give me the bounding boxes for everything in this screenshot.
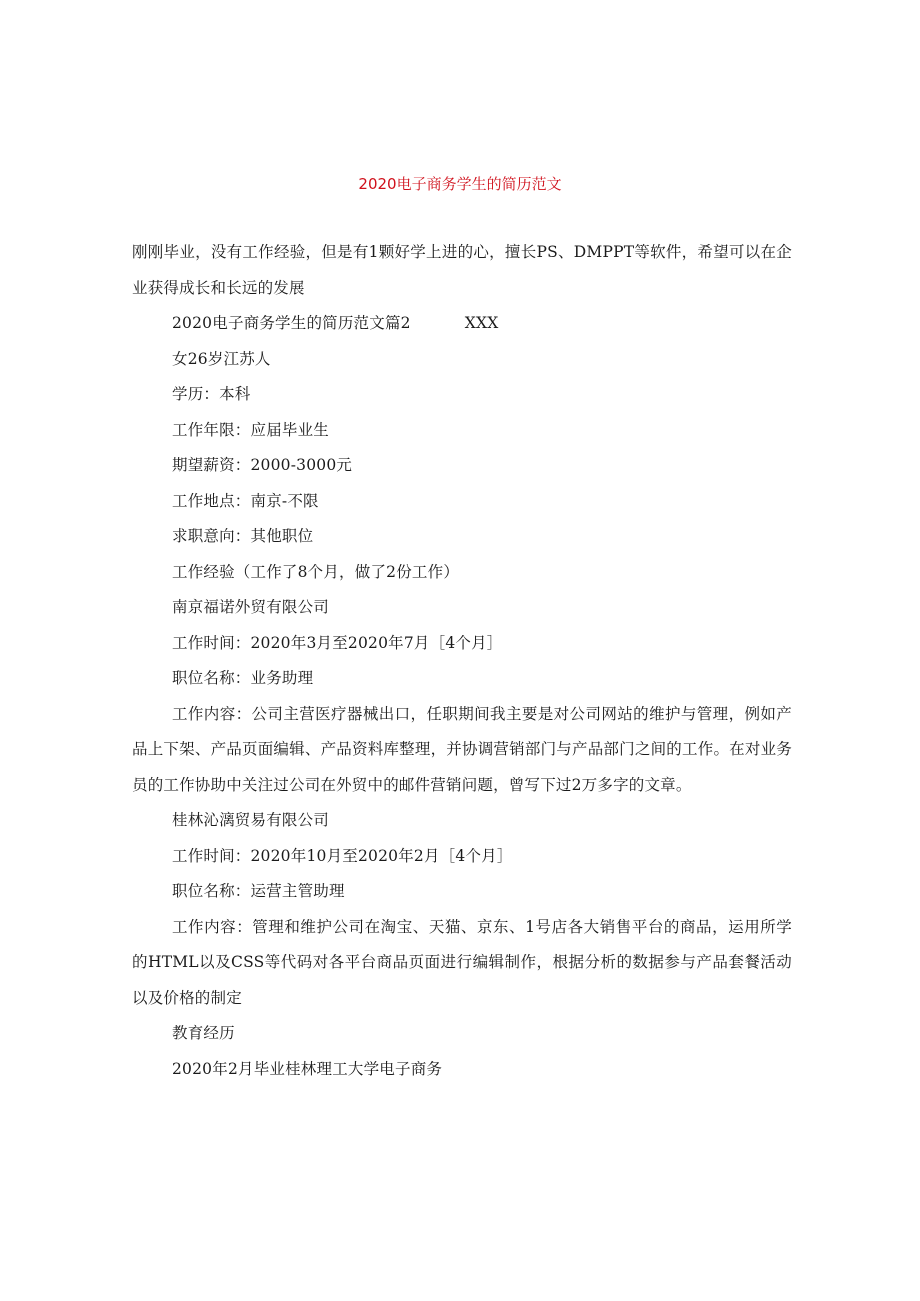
profile-intention: 求职意向：其他职位	[172, 527, 314, 545]
experience-heading: 工作经验（工作了8个月，做了2份工作）	[172, 562, 460, 581]
document-body	[132, 235, 792, 1087]
job-1-company: 南京福诺外贸有限公司	[172, 598, 330, 616]
profile-education: 学历：本科	[172, 385, 251, 403]
intro-paragraph: 刚刚毕业，没有工作经验，但是有1颗好学上进的心，擅长PS、DMPPT等软件，希望可以在企业获得成长和长远的发展	[132, 243, 792, 297]
profile-years: 工作年限：应届毕业生	[172, 420, 330, 439]
job-2-position: 职位名称：运营主管助理	[172, 882, 345, 900]
section-heading: 2020电子商务学生的简历范文篇2	[172, 314, 411, 332]
profile-location: 工作地点：南京-不限	[172, 491, 319, 510]
job-2-company: 桂林沁漓贸易有限公司	[172, 811, 330, 829]
job-1-time: 工作时间：2020年3月至2020年7月［4个月］	[172, 633, 503, 652]
job-2-time: 工作时间：2020年10月至2020年2月［4个月］	[172, 846, 513, 865]
job-2-content: 工作内容：管理和维护公司在淘宝、天猫、京东、1号店各大销售平台的商品，运用所学的HTML以及CSS等代码对各平台商品页面进行编辑制作，根据分析的数据参与产品套餐活动以及价格的制定	[132, 917, 792, 1007]
education-heading: 教育经历	[172, 1024, 235, 1042]
candidate-name: XXX	[464, 314, 499, 332]
job-1-position: 职位名称：业务助理	[172, 669, 314, 687]
document-title: 2020电子商务学生的简历范文	[358, 175, 562, 193]
section-heading-line	[132, 306, 792, 342]
education-detail: 2020年2月毕业桂林理工大学电子商务	[172, 1059, 443, 1078]
job-1-content: 工作内容：公司主营医疗器械出口，任职期间我主要是对公司网站的维护与管理，例如产品上下架、产品页面编辑、产品资料库整理，并协调营销部门与产品部门之间的工作。在对业务员的工作协助中关注过公司在外贸中的邮件营销问题，曾写下过2万多字的文章。	[132, 704, 792, 794]
profile-basic: 女26岁江苏人	[172, 349, 271, 368]
profile-salary: 期望薪资：2000-3000元	[172, 456, 353, 474]
